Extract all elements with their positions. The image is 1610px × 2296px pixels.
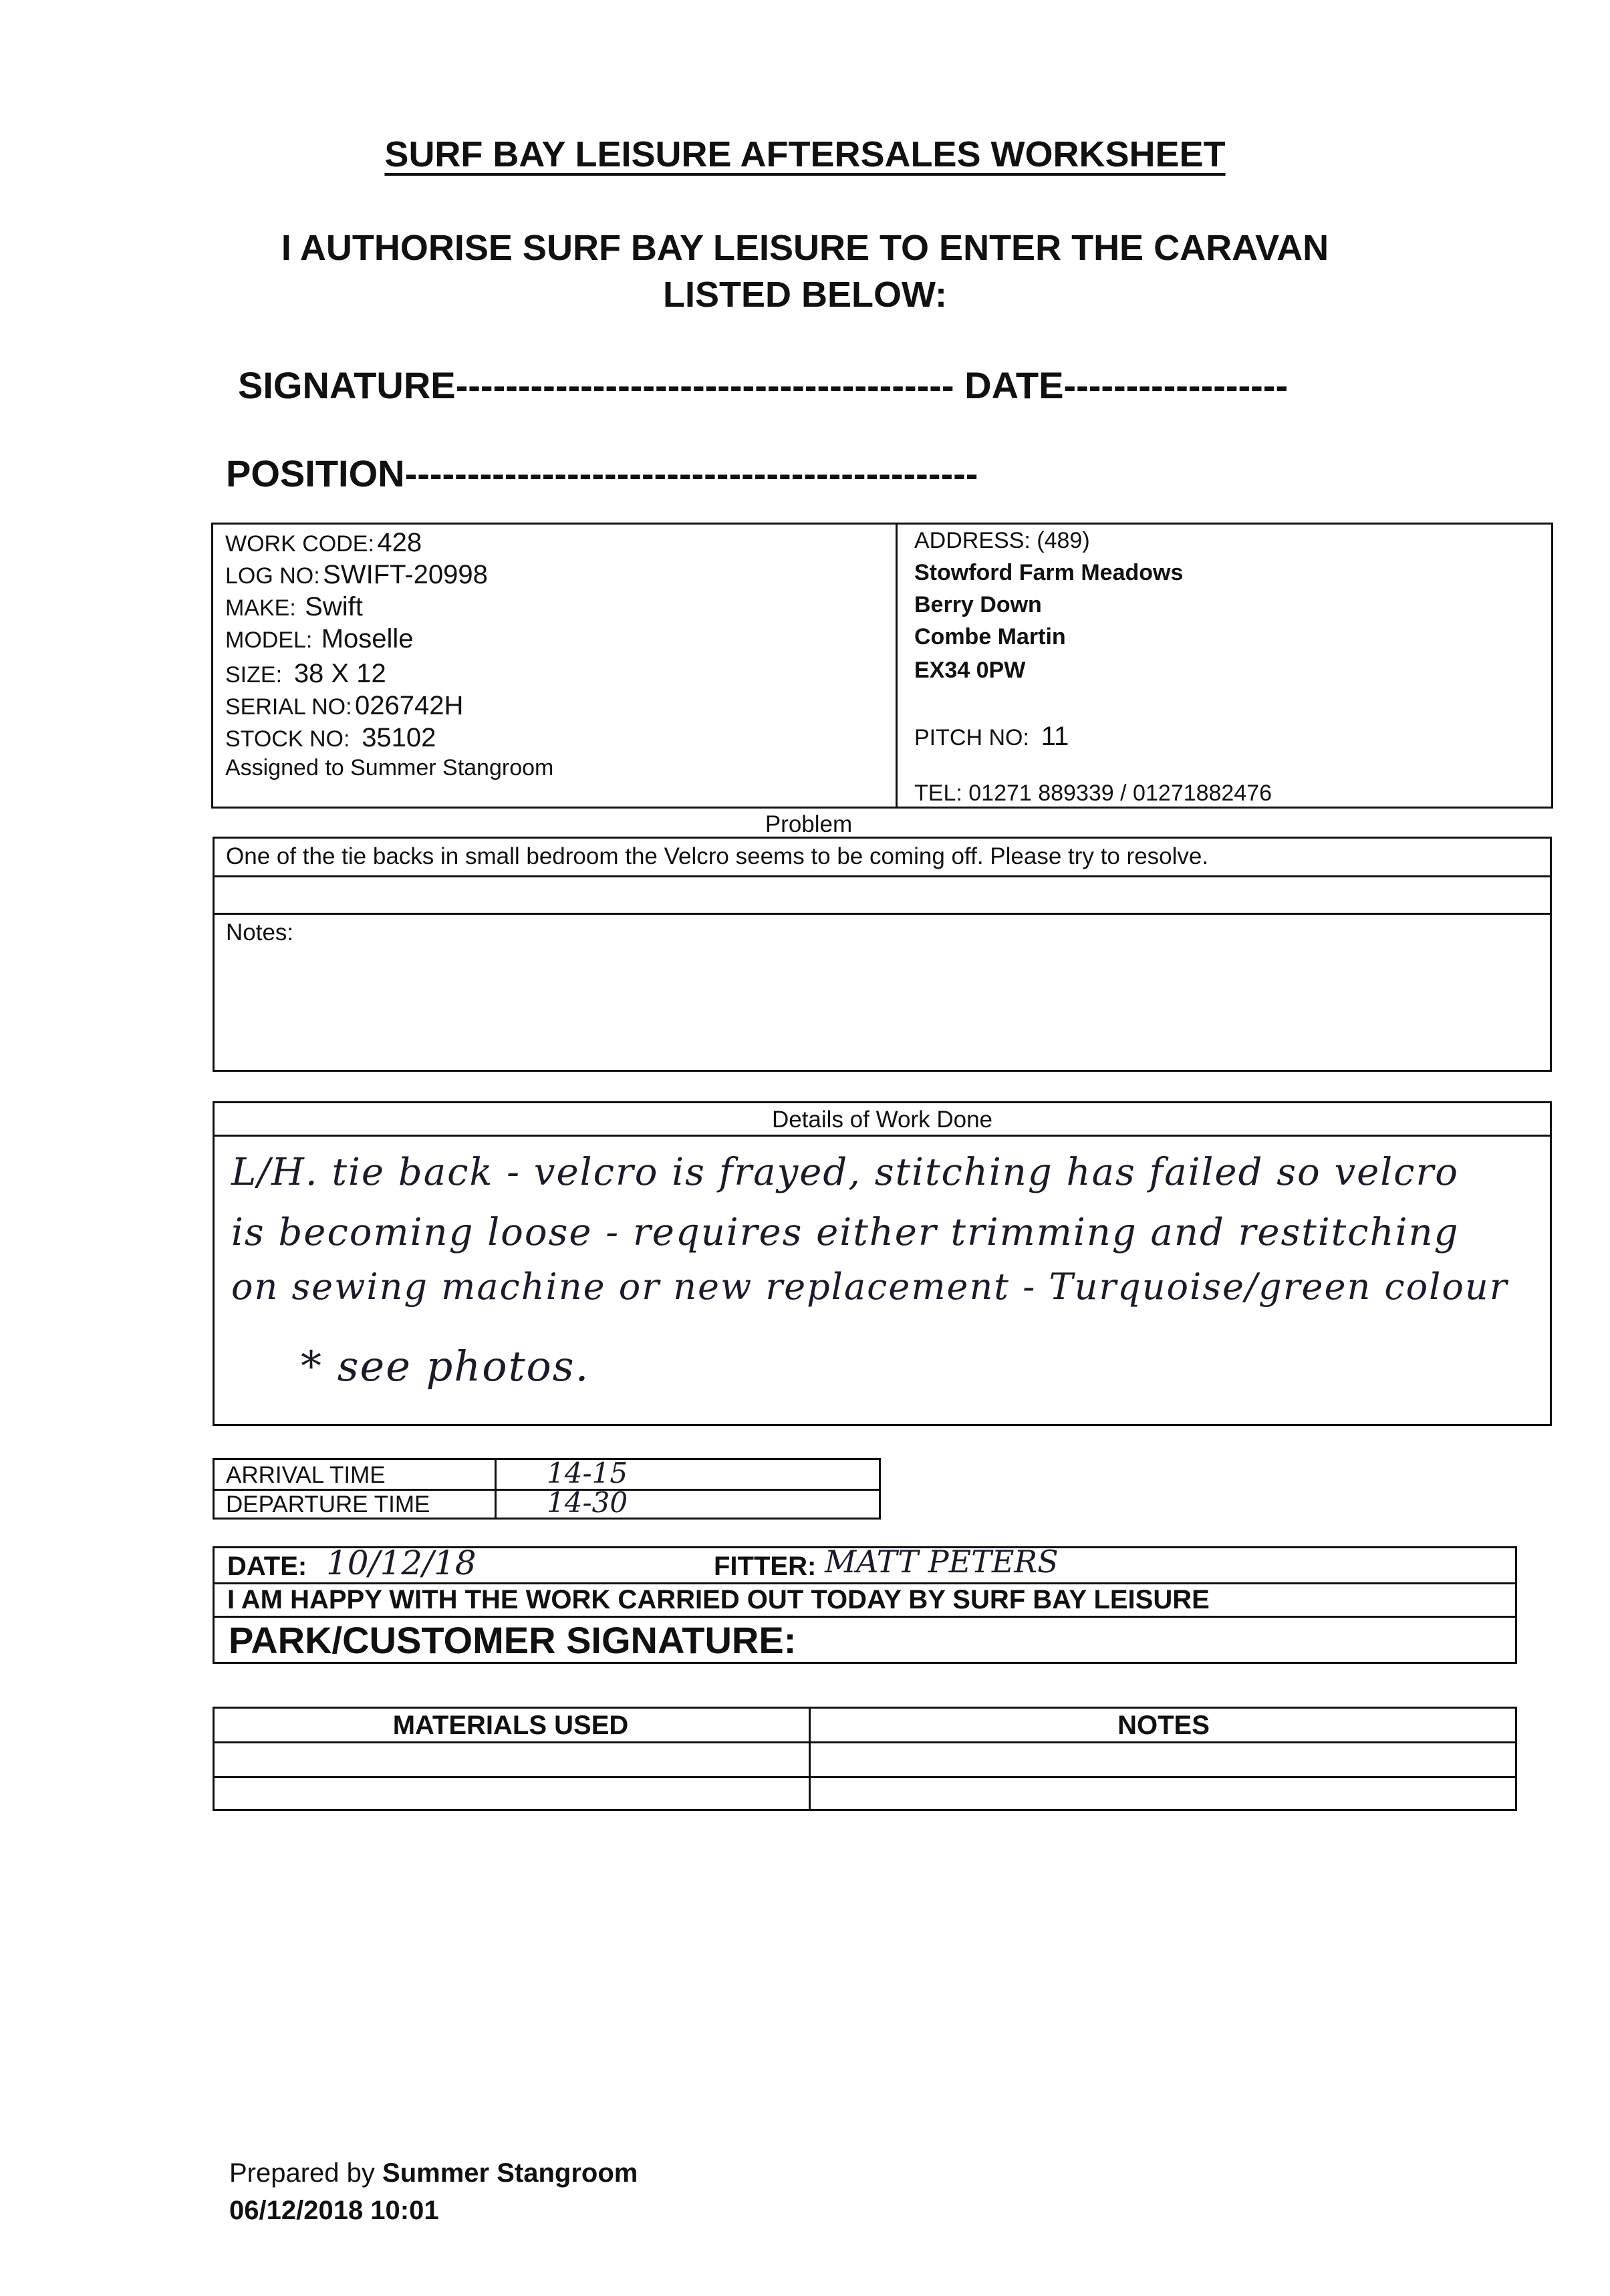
work-done-heading-divider (213, 1135, 1552, 1137)
times-column-divider (495, 1458, 497, 1520)
arrival-time-label: ARRIVAL TIME (226, 1462, 386, 1488)
materials-row-divider (213, 1776, 1517, 1778)
happy-statement: I AM HAPPY WITH THE WORK CARRIED OUT TODAY BY SURF BAY LEISURE (227, 1585, 1210, 1614)
date-label: DATE: (227, 1552, 307, 1581)
caravan-address-divider (896, 523, 898, 809)
serial-no: SERIAL NO: 026742H (225, 691, 464, 720)
make: MAKE: Swift (225, 592, 363, 621)
customer-signature-label: PARK/CUSTOMER SIGNATURE: (229, 1619, 797, 1661)
address-line-2: Berry Down (914, 592, 1042, 617)
problem-row-divider (213, 875, 1552, 877)
pitch-no: PITCH NO: 11 (914, 722, 1069, 751)
work-code: WORK CODE: 428 (225, 528, 422, 557)
signoff-row-divider (213, 1582, 1517, 1584)
assigned-to: Assigned to Summer Stangroom (225, 755, 554, 780)
address-label: ADDRESS: (489) (914, 528, 1090, 553)
signoff-row-divider (213, 1616, 1517, 1618)
problem-heading: Problem (765, 811, 853, 837)
address-line-1: Stowford Farm Meadows (914, 560, 1184, 585)
problem-text: One of the tie backs in small bedroom the Velcro seems to be coming off. Please try to resolve. (226, 843, 1209, 869)
problem-box (213, 837, 1552, 1072)
address-line-3: Combe Martin (914, 624, 1066, 650)
materials-used-header: MATERIALS USED (392, 1711, 629, 1740)
departure-time-label: DEPARTURE TIME (226, 1491, 430, 1518)
fitter-label: FITTER: (714, 1552, 817, 1581)
work-done-line-3: on sewing machine or new replacement - Turquoise/green colour (231, 1266, 1508, 1308)
materials-row-divider (213, 1741, 1517, 1743)
log-no: LOG NO: SWIFT-20998 (225, 560, 488, 589)
model: MODEL: Moselle (225, 624, 414, 654)
work-done-heading: Details of Work Done (771, 1107, 993, 1133)
materials-notes-header: NOTES (1117, 1711, 1210, 1740)
signature-date-line: SIGNATURE---------------------------------------- DATE------------------ (238, 364, 1289, 406)
date-value: 10/12/18 (326, 1544, 477, 1582)
prepared-by: Prepared by Summer Stangroom (229, 2158, 638, 2188)
address-postcode: EX34 0PW (914, 658, 1026, 683)
authorise-statement: I AUTHORISE SURF BAY LEISURE TO ENTER THE CARAVAN (281, 228, 1329, 268)
notes-label: Notes: (226, 919, 294, 946)
work-done-line-2: is becoming loose - requires either trimming and restitching (231, 1211, 1460, 1254)
work-done-line-4: * see photos. (301, 1342, 590, 1391)
position-line: POSITION---------------------------------------------- (226, 452, 978, 494)
fitter-value: MATT PETERS (825, 1544, 1059, 1580)
departure-time-value: 14-30 (547, 1486, 628, 1519)
problem-row-divider (213, 913, 1552, 915)
telephone: TEL: 01271 889339 / 01271882476 (914, 780, 1272, 806)
arrival-time-value: 14-15 (547, 1457, 628, 1489)
prepared-timestamp: 06/12/2018 10:01 (229, 2196, 439, 2225)
worksheet-title: SURF BAY LEISURE AFTERSALES WORKSHEET (384, 134, 1226, 174)
stock-no: STOCK NO: 35102 (225, 723, 436, 752)
size: SIZE: 38 X 12 (225, 659, 386, 688)
authorise-statement-continued: LISTED BELOW: (663, 275, 947, 315)
work-done-line-1: L/H. tie back - velcro is frayed, stitching has failed so velcro (231, 1151, 1460, 1194)
